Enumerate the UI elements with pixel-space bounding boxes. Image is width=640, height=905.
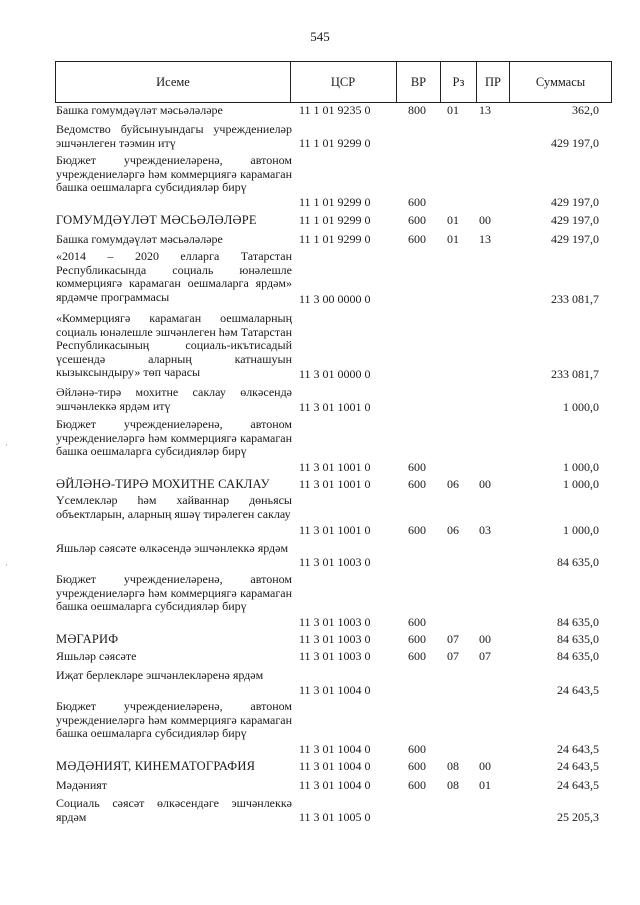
row-name: Бюджет учреждениеләренә, автоном учреждениеләргә һәм коммерциягә карамаган башка оешмаларга субсидияләр бирү xyxy=(56,417,292,459)
row-amount: 1 000,0 xyxy=(563,400,599,414)
row-amount: 84 635,0 xyxy=(557,555,599,569)
row-vr: 600 xyxy=(408,632,426,646)
row-rz: 06 xyxy=(447,523,459,537)
row-name: Башка гомумдәүләт мәсьәләләре xyxy=(56,103,223,117)
row-name: Яшьләр сәясәте xyxy=(56,649,137,663)
row-rz: 01 xyxy=(447,103,459,117)
row-amount: 24 643,5 xyxy=(557,742,599,756)
row-name: Бюджет учреждениеләренә, автоном учреждениеләргә һәм коммерциягә карамаган башка оешмаларга субсидияләр бирү xyxy=(56,699,292,741)
row-rz: 01 xyxy=(447,213,459,227)
row-code: 11 3 00 0000 0 xyxy=(299,292,371,306)
row-name: Яшьләр сәясәте өлкәсендә эшчәнлеккә ярдәм xyxy=(56,541,289,555)
row-amount: 1 000,0 xyxy=(563,460,599,474)
column-header-csr: ЦСР xyxy=(290,62,397,102)
row-code: 11 3 01 1004 0 xyxy=(299,778,371,792)
row-code: 11 3 01 1003 0 xyxy=(299,649,371,663)
page-number: 545 xyxy=(310,29,330,44)
row-rz: 06 xyxy=(447,477,459,491)
row-code: 11 3 01 1001 0 xyxy=(299,400,371,414)
row-vr: 600 xyxy=(408,232,426,246)
row-name: «Коммерциягә карамаган оешмаларның социаль юнәлешле эшчәнлеген һәм Татарстан Республикасының социаль-икътисадый үсешендә аларның катнашуын кызыксындыру» төп чарасы xyxy=(56,311,292,380)
row-vr: 600 xyxy=(408,477,426,491)
row-code: 11 1 01 9235 0 xyxy=(299,103,371,117)
row-vr: 600 xyxy=(408,615,426,629)
row-pr: 13 xyxy=(479,232,491,246)
row-pr: 00 xyxy=(479,477,491,491)
row-amount: 84 635,0 xyxy=(557,632,599,646)
column-header-vr: ВР xyxy=(397,62,441,102)
row-name: МӘГАРИФ xyxy=(56,632,119,646)
row-amount: 84 635,0 xyxy=(557,615,599,629)
row-amount: 24 643,5 xyxy=(557,778,599,792)
row-pr: 01 xyxy=(479,778,491,792)
row-amount: 24 643,5 xyxy=(557,683,599,697)
row-amount: 24 643,5 xyxy=(557,759,599,773)
row-code: 11 3 01 1004 0 xyxy=(299,759,371,773)
table-header xyxy=(55,61,612,103)
column-header-name: Исеме xyxy=(55,62,291,102)
row-name: Иҗат берлекләре эшчәнлекләренә ярдәм xyxy=(56,668,264,682)
row-vr: 600 xyxy=(408,759,426,773)
row-vr: 600 xyxy=(408,460,426,474)
row-code: 11 3 01 1001 0 xyxy=(299,460,371,474)
row-amount: 233 081,7 xyxy=(551,367,599,381)
column-header-rz: Рз xyxy=(441,62,477,102)
column-header-pr: ПР xyxy=(477,62,510,102)
row-code: 11 3 01 1001 0 xyxy=(299,523,371,537)
row-code: 11 3 01 1004 0 xyxy=(299,742,371,756)
row-rz: 07 xyxy=(447,649,459,663)
row-pr: 00 xyxy=(479,632,491,646)
row-pr: 13 xyxy=(479,103,491,117)
row-name: Мәдәният xyxy=(56,778,108,792)
row-amount: 429 197,0 xyxy=(551,213,599,227)
row-amount: 362,0 xyxy=(572,103,599,117)
row-amount: 429 197,0 xyxy=(551,136,599,150)
row-amount: 233 081,7 xyxy=(551,292,599,306)
row-amount: 429 197,0 xyxy=(551,195,599,209)
margin-mark: · xyxy=(5,440,8,450)
row-name: Социаль сәясәт өлкәсендәге эшчәнлеккә ярдәм xyxy=(56,796,292,824)
row-name: «2014 – 2020 елларга Татарстан Республикасында социаль юнәлешле коммерциягә карамаган оешмаларга ярдәм» ярдәмче программасы xyxy=(56,249,292,304)
row-name: Ведомство буйсынуындагы учреждениеләр эшчәнлеген тәэмин итү xyxy=(56,122,292,150)
row-code: 11 3 01 1003 0 xyxy=(299,615,371,629)
row-vr: 600 xyxy=(408,195,426,209)
row-code: 11 3 01 1001 0 xyxy=(299,477,371,491)
row-amount: 1 000,0 xyxy=(563,477,599,491)
row-code: 11 3 01 1003 0 xyxy=(299,632,371,646)
row-vr: 600 xyxy=(408,649,426,663)
row-amount: 429 197,0 xyxy=(551,232,599,246)
row-amount: 1 000,0 xyxy=(563,523,599,537)
row-code: 11 1 01 9299 0 xyxy=(299,213,371,227)
row-vr: 600 xyxy=(408,213,426,227)
row-rz: 08 xyxy=(447,778,459,792)
row-pr: 00 xyxy=(479,759,491,773)
row-code: 11 3 01 0000 0 xyxy=(299,367,371,381)
row-code: 11 3 01 1003 0 xyxy=(299,555,371,569)
row-vr: 600 xyxy=(408,742,426,756)
row-amount: 25 205,3 xyxy=(557,810,599,824)
row-pr: 03 xyxy=(479,523,491,537)
row-name: Үсемлекләр һәм хайваннар дөньясы объектларын, аларның яшәү тирәлеген саклау xyxy=(56,493,292,521)
row-name: Башка гомумдәүләт мәсьәләләре xyxy=(56,232,223,246)
column-header-amount: Суммасы xyxy=(510,62,612,102)
row-code: 11 1 01 9299 0 xyxy=(299,136,371,150)
row-vr: 600 xyxy=(408,523,426,537)
row-rz: 08 xyxy=(447,759,459,773)
row-name: Бюджет учреждениеләренә, автоном учреждениеләргә һәм коммерциягә карамаган башка оешмаларга субсидияләр бирү xyxy=(56,153,292,195)
row-name: ӘЙЛӘНӘ-ТИРӘ МОХИТНЕ САКЛАУ xyxy=(56,477,270,491)
row-name: Әйләнә-тирә мохитне саклау өлкәсендә эшчәнлеккә ярдәм итү xyxy=(56,385,292,413)
row-pr: 07 xyxy=(479,649,491,663)
row-rz: 01 xyxy=(447,232,459,246)
row-name: МӘДӘНИЯТ, КИНЕМАТОГРАФИЯ xyxy=(56,759,256,773)
row-name: Бюджет учреждениеләренә, автоном учреждениеләргә һәм коммерциягә карамаган башка оешмаларга субсидияләр бирү xyxy=(56,572,292,614)
margin-mark: · xyxy=(5,560,8,570)
row-code: 11 1 01 9299 0 xyxy=(299,195,371,209)
row-amount: 84 635,0 xyxy=(557,649,599,663)
row-vr: 800 xyxy=(408,103,426,117)
row-vr: 600 xyxy=(408,778,426,792)
row-code: 11 3 01 1005 0 xyxy=(299,810,371,824)
row-code: 11 1 01 9299 0 xyxy=(299,232,371,246)
row-pr: 00 xyxy=(479,213,491,227)
row-code: 11 3 01 1004 0 xyxy=(299,683,371,697)
row-name: ГОМУМДӘҮЛӘТ МӘСЬӘЛӘЛӘРЕ xyxy=(56,213,257,227)
row-rz: 07 xyxy=(447,632,459,646)
